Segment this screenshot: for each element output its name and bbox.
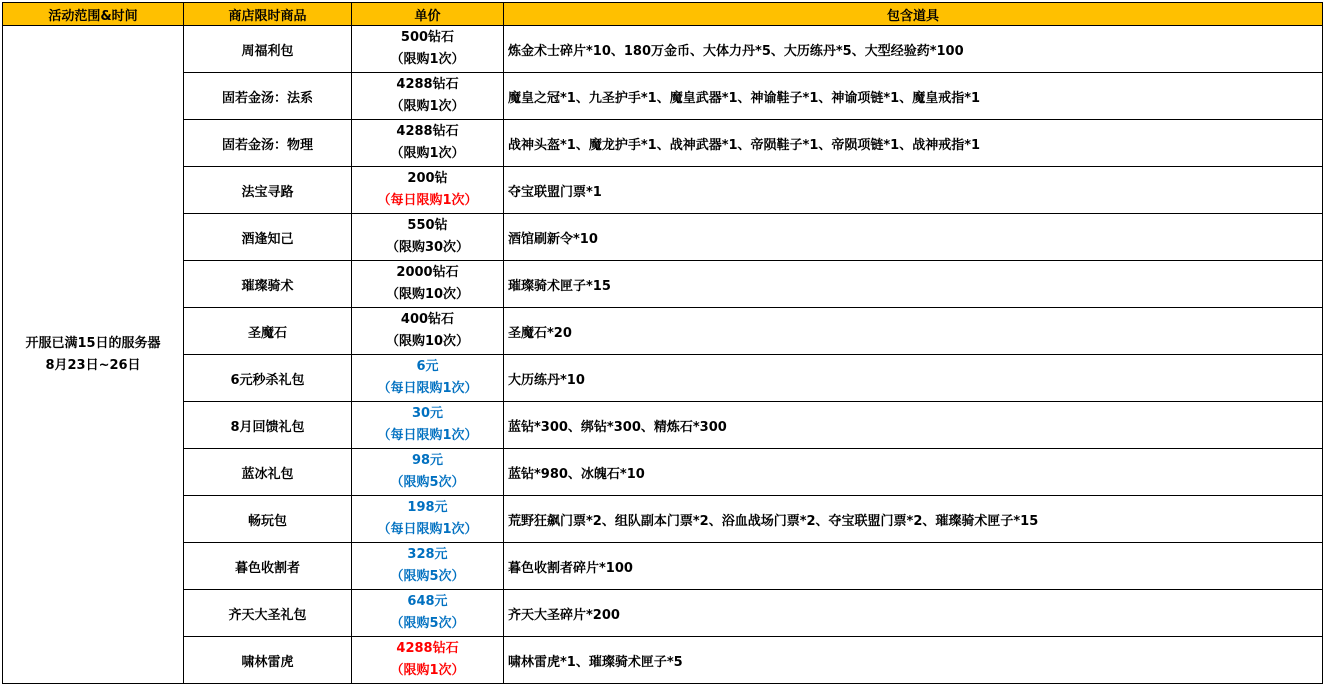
price-cell (352, 637, 504, 684)
purchase-limit: （限购1次） (390, 146, 465, 161)
purchase-limit: （每日限购1次） (377, 381, 478, 396)
item-name: 蓝冰礼包 (184, 449, 352, 496)
included-items: 荒野狂飙门票*2、组队副本门票*2、浴血战场门票*2、夺宝联盟门票*2、璀璨骑术匣子*15 (504, 496, 1323, 543)
item-name: 固若金汤：法系 (184, 73, 352, 120)
purchase-limit: （每日限购1次） (377, 193, 478, 208)
item-name: 固若金汤：物理 (184, 120, 352, 167)
item-name: 畅玩包 (184, 496, 352, 543)
price-value: 2000钻石 (396, 265, 459, 280)
included-items: 战神头盔*1、魔龙护手*1、战神武器*1、帝陨鞋子*1、帝陨项链*1、战神戒指*1 (504, 120, 1323, 167)
purchase-limit: （限购10次） (385, 334, 470, 349)
included-items: 酒馆刷新令*10 (504, 214, 1323, 261)
table-row (3, 214, 1323, 261)
table-row (3, 261, 1323, 308)
purchase-limit: （限购1次） (390, 663, 465, 678)
price-cell (352, 261, 504, 308)
included-items: 蓝钻*980、冰魄石*10 (504, 449, 1323, 496)
price-value: 30元 (411, 406, 444, 421)
price-value: 198元 (407, 500, 448, 515)
header-scope: 活动范围&时间 (3, 3, 184, 26)
table-row (3, 496, 1323, 543)
price-value: 98元 (411, 453, 444, 468)
price-value: 4288钻石 (396, 641, 459, 656)
table-row (3, 449, 1323, 496)
table-row (3, 543, 1323, 590)
price-value: 500钻石 (400, 30, 455, 45)
table-row (3, 637, 1323, 684)
table-row (3, 120, 1323, 167)
price-value: 200钻 (407, 171, 448, 186)
price-cell (352, 73, 504, 120)
item-name: 啸林雷虎 (184, 637, 352, 684)
price-cell (352, 402, 504, 449)
price-cell (352, 590, 504, 637)
price-cell (352, 120, 504, 167)
included-items: 齐天大圣碎片*200 (504, 590, 1323, 637)
item-name: 璀璨骑术 (184, 261, 352, 308)
header-item: 商店限时商品 (184, 3, 352, 26)
table-row (3, 590, 1323, 637)
item-name: 酒逢知己 (184, 214, 352, 261)
promo-table (2, 2, 1323, 684)
activity-scope-cell (3, 26, 184, 684)
price-cell (352, 214, 504, 261)
item-name: 圣魔石 (184, 308, 352, 355)
price-value: 4288钻石 (396, 124, 459, 139)
header-contents: 包含道具 (504, 3, 1323, 26)
included-items: 啸林雷虎*1、璀璨骑术匣子*5 (504, 637, 1323, 684)
price-value: 400钻石 (400, 312, 455, 327)
table-row (3, 308, 1323, 355)
purchase-limit: （限购10次） (385, 287, 470, 302)
purchase-limit: （限购5次） (390, 616, 465, 631)
item-name: 8月回馈礼包 (184, 402, 352, 449)
price-value: 4288钻石 (396, 77, 459, 92)
included-items: 暮色收割者碎片*100 (504, 543, 1323, 590)
price-cell (352, 543, 504, 590)
included-items: 炼金术士碎片*10、180万金币、大体力丹*5、大历练丹*5、大型经验药*100 (504, 26, 1323, 73)
purchase-limit: （限购1次） (390, 52, 465, 67)
price-value: 6元 (416, 359, 439, 374)
price-cell (352, 167, 504, 214)
price-value: 328元 (407, 547, 448, 562)
scope-servers: 开服已满15日的服务器 (25, 335, 161, 351)
scope-dates: 8月23日~26日 (45, 357, 141, 373)
header-price: 单价 (352, 3, 504, 26)
table-row (3, 73, 1323, 120)
price-cell (352, 449, 504, 496)
price-cell (352, 355, 504, 402)
price-value: 648元 (407, 594, 448, 609)
price-cell (352, 26, 504, 73)
item-name: 6元秒杀礼包 (184, 355, 352, 402)
purchase-limit: （每日限购1次） (377, 428, 478, 443)
item-name: 周福利包 (184, 26, 352, 73)
purchase-limit: （限购5次） (390, 475, 465, 490)
header-row (3, 3, 1323, 26)
table-row (3, 355, 1323, 402)
table-row (3, 402, 1323, 449)
included-items: 大历练丹*10 (504, 355, 1323, 402)
table-row (3, 167, 1323, 214)
table-row (3, 26, 1323, 73)
purchase-limit: （限购30次） (385, 240, 470, 255)
included-items: 圣魔石*20 (504, 308, 1323, 355)
price-cell (352, 308, 504, 355)
included-items: 璀璨骑术匣子*15 (504, 261, 1323, 308)
purchase-limit: （每日限购1次） (377, 522, 478, 537)
price-cell (352, 496, 504, 543)
purchase-limit: （限购5次） (390, 569, 465, 584)
item-name: 暮色收割者 (184, 543, 352, 590)
purchase-limit: （限购1次） (390, 99, 465, 114)
included-items: 魔皇之冠*1、九圣护手*1、魔皇武器*1、神谕鞋子*1、神谕项链*1、魔皇戒指*1 (504, 73, 1323, 120)
item-name: 齐天大圣礼包 (184, 590, 352, 637)
included-items: 夺宝联盟门票*1 (504, 167, 1323, 214)
price-value: 550钻 (407, 218, 448, 233)
included-items: 蓝钻*300、绑钻*300、精炼石*300 (504, 402, 1323, 449)
item-name: 法宝寻路 (184, 167, 352, 214)
table-body (3, 26, 1323, 684)
